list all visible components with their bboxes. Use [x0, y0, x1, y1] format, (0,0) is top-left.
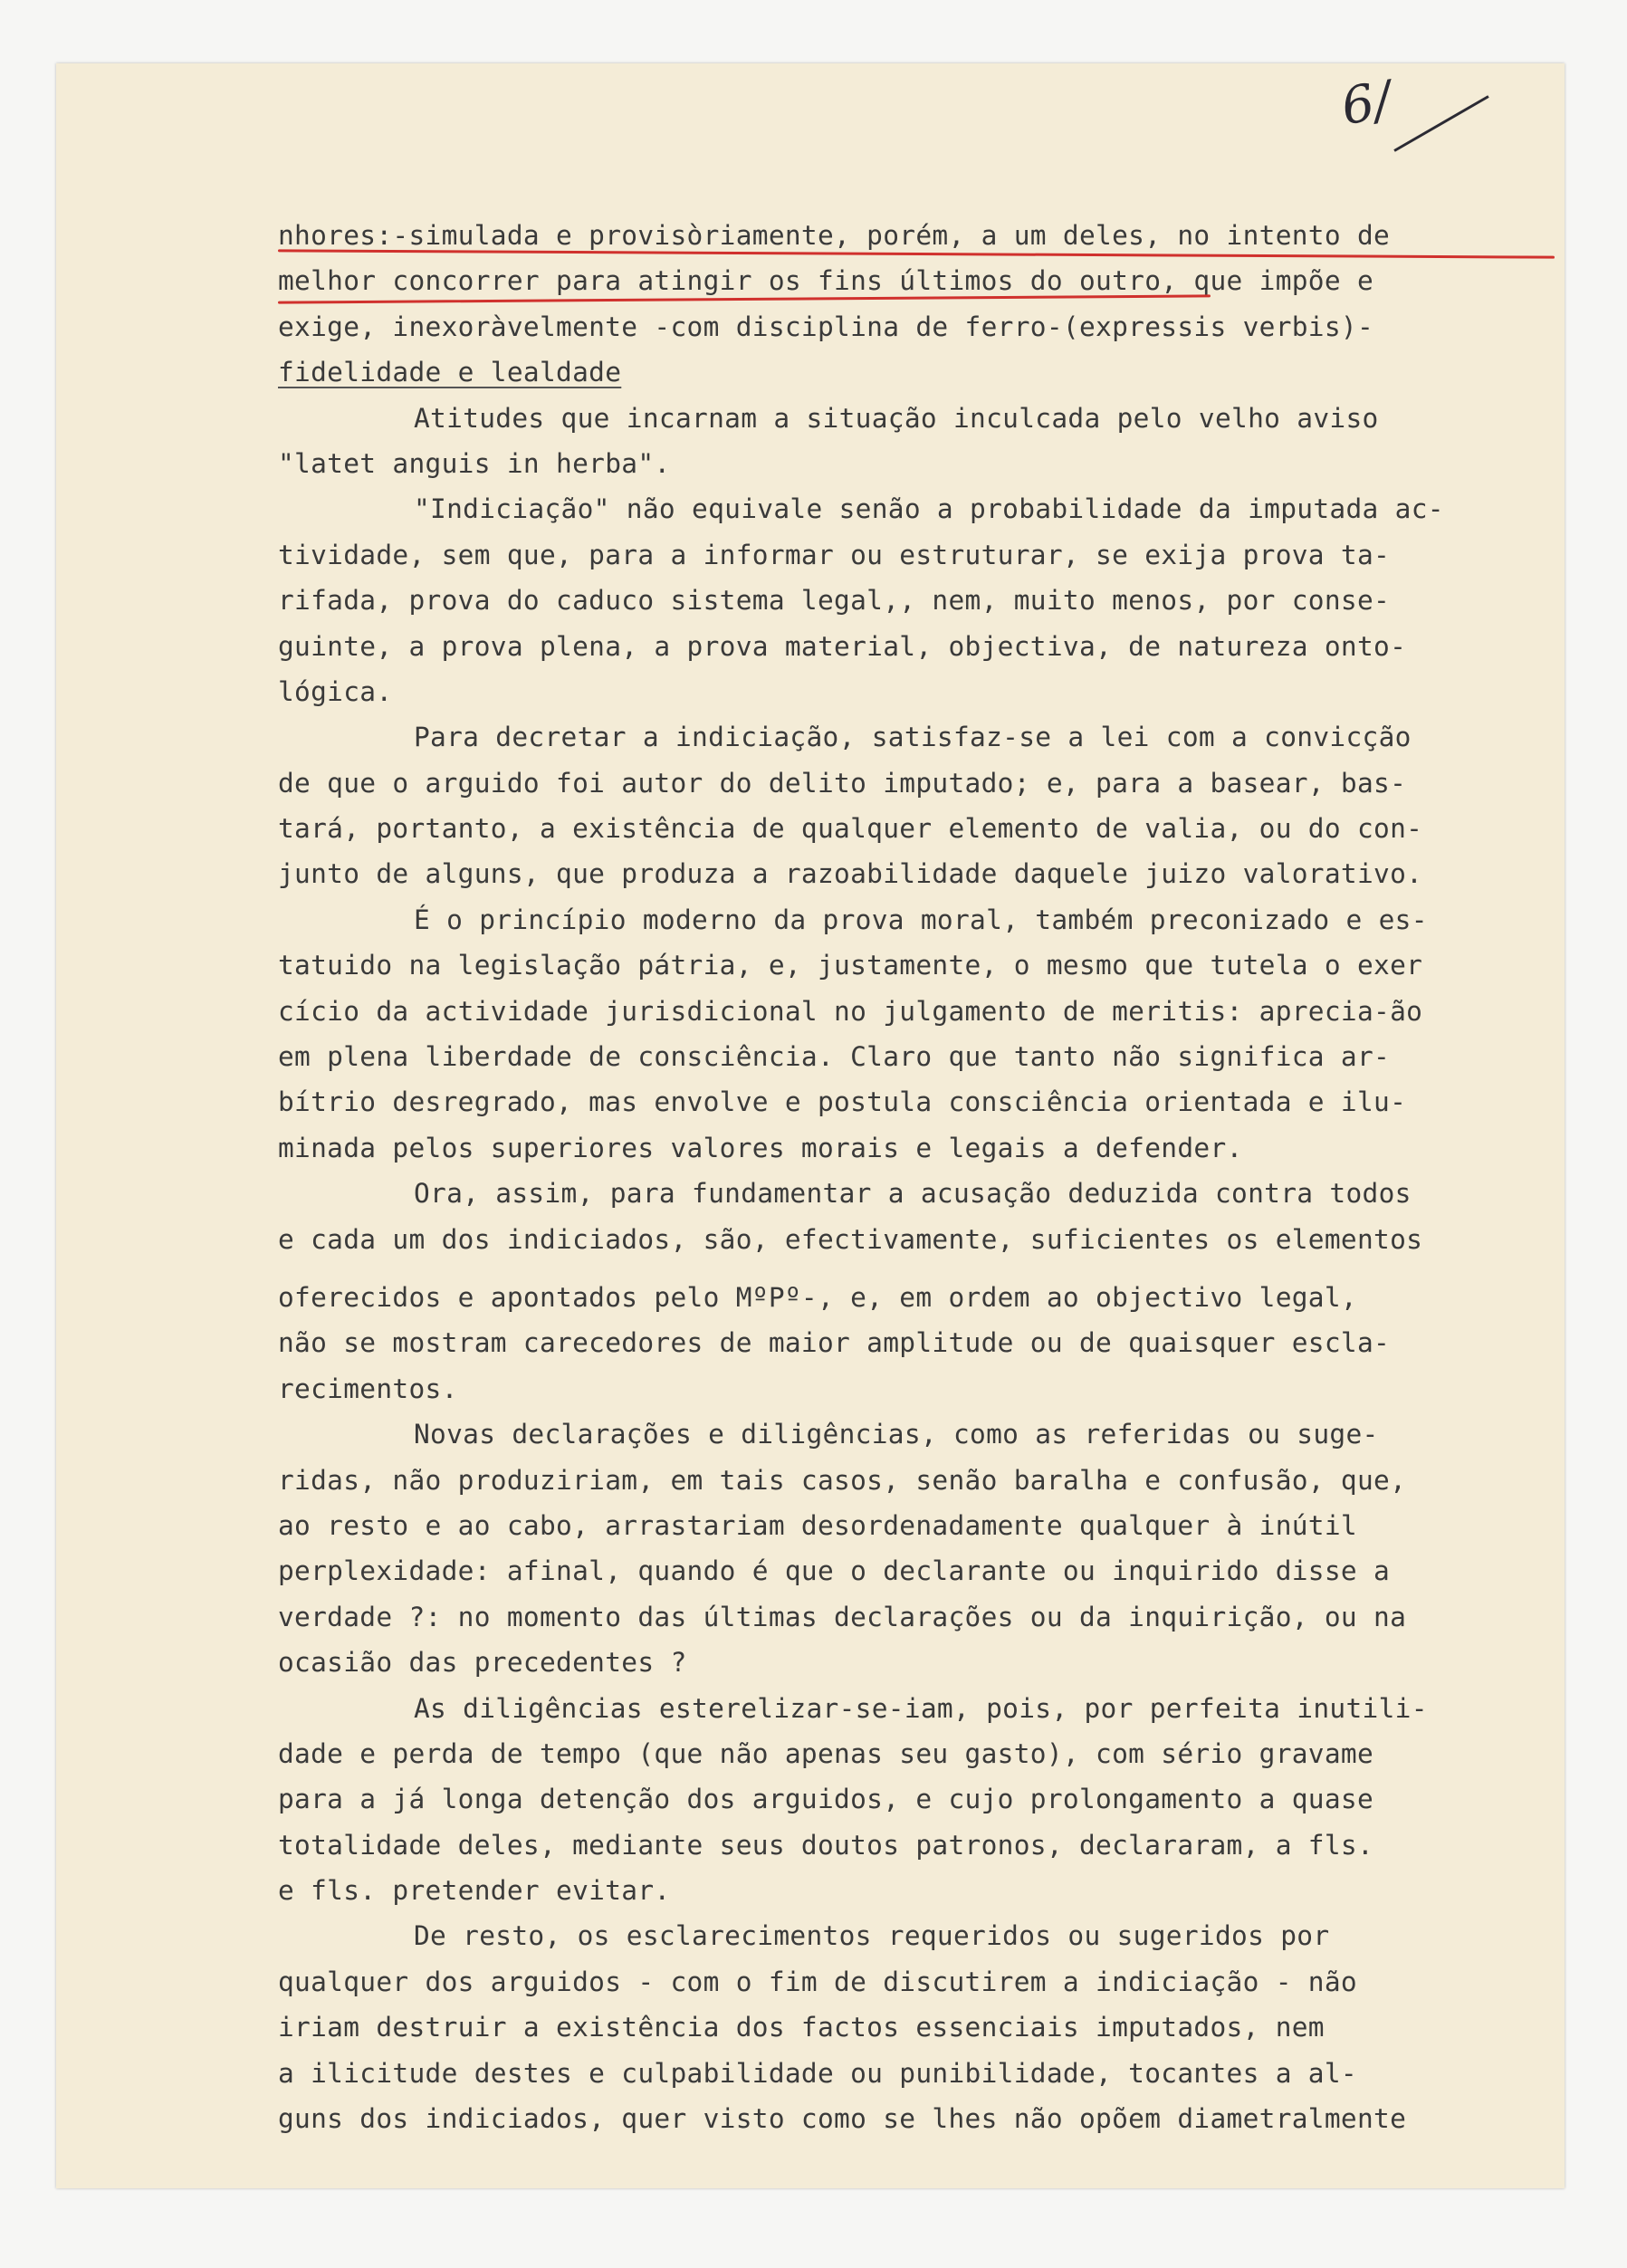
text-line: em plena liberdade de consciência. Claro que tanto não significa ar- — [278, 1041, 1391, 1073]
text-line: minada pelos superiores valores morais e legais a defender. — [278, 1132, 1243, 1163]
text-line: nhores:-simulada e provisòriamente, porém, a um deles, no intento de — [278, 213, 1609, 258]
text-line: exige, inexoràvelmente -com disciplina de ferro-(expressis verbis)- — [278, 311, 1374, 342]
text-line: para a já longa detenção dos arguidos, e cujo prolongamento a quase — [278, 1784, 1374, 1815]
text-line: recimentos. — [278, 1373, 458, 1404]
text-line: cício da actividade jurisdicional no julgamento de meritis: aprecia-ão — [278, 995, 1423, 1027]
text-line: qualquer dos arguidos - com o fim de discutirem a indiciação - não — [278, 1966, 1357, 1997]
text-line: de que o arguido foi autor do delito imputado; e, para a basear, bas- — [278, 767, 1407, 799]
text-line: tatuido na legislação pátria, e, justamente, o mesmo que tutela o exer — [278, 950, 1423, 981]
paragraph-start: As diligências esterelizar-se-iam, pois, por perfeita inutili- — [414, 1692, 1428, 1724]
text-line: dade e perda de tempo (que não apenas seu gasto), com sério gravame — [278, 1737, 1374, 1769]
text-line: a ilicitude destes e culpabilidade ou punibilidade, tocantes a al- — [278, 2057, 1357, 2089]
text-line: não se mostram carecedores de maior amplitude ou de quaisquer escla- — [278, 1327, 1391, 1359]
text-line: e cada um dos indiciados, são, efectivamente, suficientes os elementos — [278, 1223, 1423, 1255]
text-line: iriam destruir a existência dos factos essenciais imputados, nem — [278, 2012, 1325, 2043]
text-line: ao resto e ao cabo, arrastariam desordenadamente qualquer à inútil — [278, 1509, 1357, 1541]
text-line: perplexidade: afinal, quando é que o declarante ou inquirido disse a — [278, 1555, 1391, 1587]
typewritten-page — [56, 63, 1565, 2188]
paragraph-start: Ora, assim, para fundamentar a acusação deduzida contra todos — [414, 1178, 1412, 1210]
text-line: ocasião das precedentes ? — [278, 1647, 687, 1679]
text-line: verdade ?: no momento das últimas declarações ou da inquirição, ou na — [278, 1601, 1407, 1632]
text-line: tividade, sem que, para a informar ou estruturar, se exija prova ta- — [278, 539, 1391, 570]
text-line: melhor concorrer para atingir os fins últimos do outro, que impõe e — [278, 258, 1609, 303]
text-line: totalidade deles, mediante seus doutos patronos, declararam, a fls. — [278, 1829, 1374, 1861]
paragraph-start: "Indiciação" não equivale senão a probabilidade da imputada ac- — [414, 493, 1444, 525]
text-line: ridas, não produziriam, em tais casos, senão baralha e confusão, que, — [278, 1464, 1407, 1496]
text-line: tará, portanto, a existência de qualquer elemento de valia, ou do con- — [278, 813, 1423, 845]
text-line: guinte, a prova plena, a prova material, objectiva, de natureza onto- — [278, 630, 1407, 662]
text-line: guns dos indiciados, quer visto como se lhes não opõem diametralmente — [278, 2103, 1407, 2135]
handwritten-strikethrough — [1393, 95, 1488, 152]
text-line: e fls. pretender evitar. — [278, 1875, 671, 1907]
paragraph-start: Atitudes que incarnam a situação inculcada pelo velho aviso — [414, 402, 1379, 434]
paragraph-start: Novas declarações e diligências, como as referidas ou suge- — [414, 1419, 1379, 1450]
text-line: oferecidos e apontados pelo MºPº-, e, em ordem ao objectivo legal, — [278, 1281, 1357, 1313]
text-line: rifada, prova do caduco sistema legal,, nem, muito menos, por conse- — [278, 585, 1391, 617]
page-number: 6/ — [1336, 70, 1396, 138]
text-line: junto de alguns, que produza a razoabilidade daquele juizo valorativo. — [278, 858, 1423, 890]
text-line: "latet anguis in herba". — [278, 447, 671, 479]
paragraph-start: Para decretar a indiciação, satisfaz-se a lei com a convicção — [414, 722, 1412, 753]
page-body — [278, 213, 1609, 2141]
paragraph-start: É o princípio moderno da prova moral, também preconizado e es- — [414, 904, 1428, 935]
text-line: fidelidade e lealdade — [278, 357, 622, 388]
text-line: lógica. — [278, 675, 393, 707]
paragraph-start: De resto, os esclarecimentos requeridos ou sugeridos por — [414, 1920, 1330, 1952]
text-line: bítrio desregrado, mas envolve e postula consciência orientada e ilu- — [278, 1086, 1407, 1118]
